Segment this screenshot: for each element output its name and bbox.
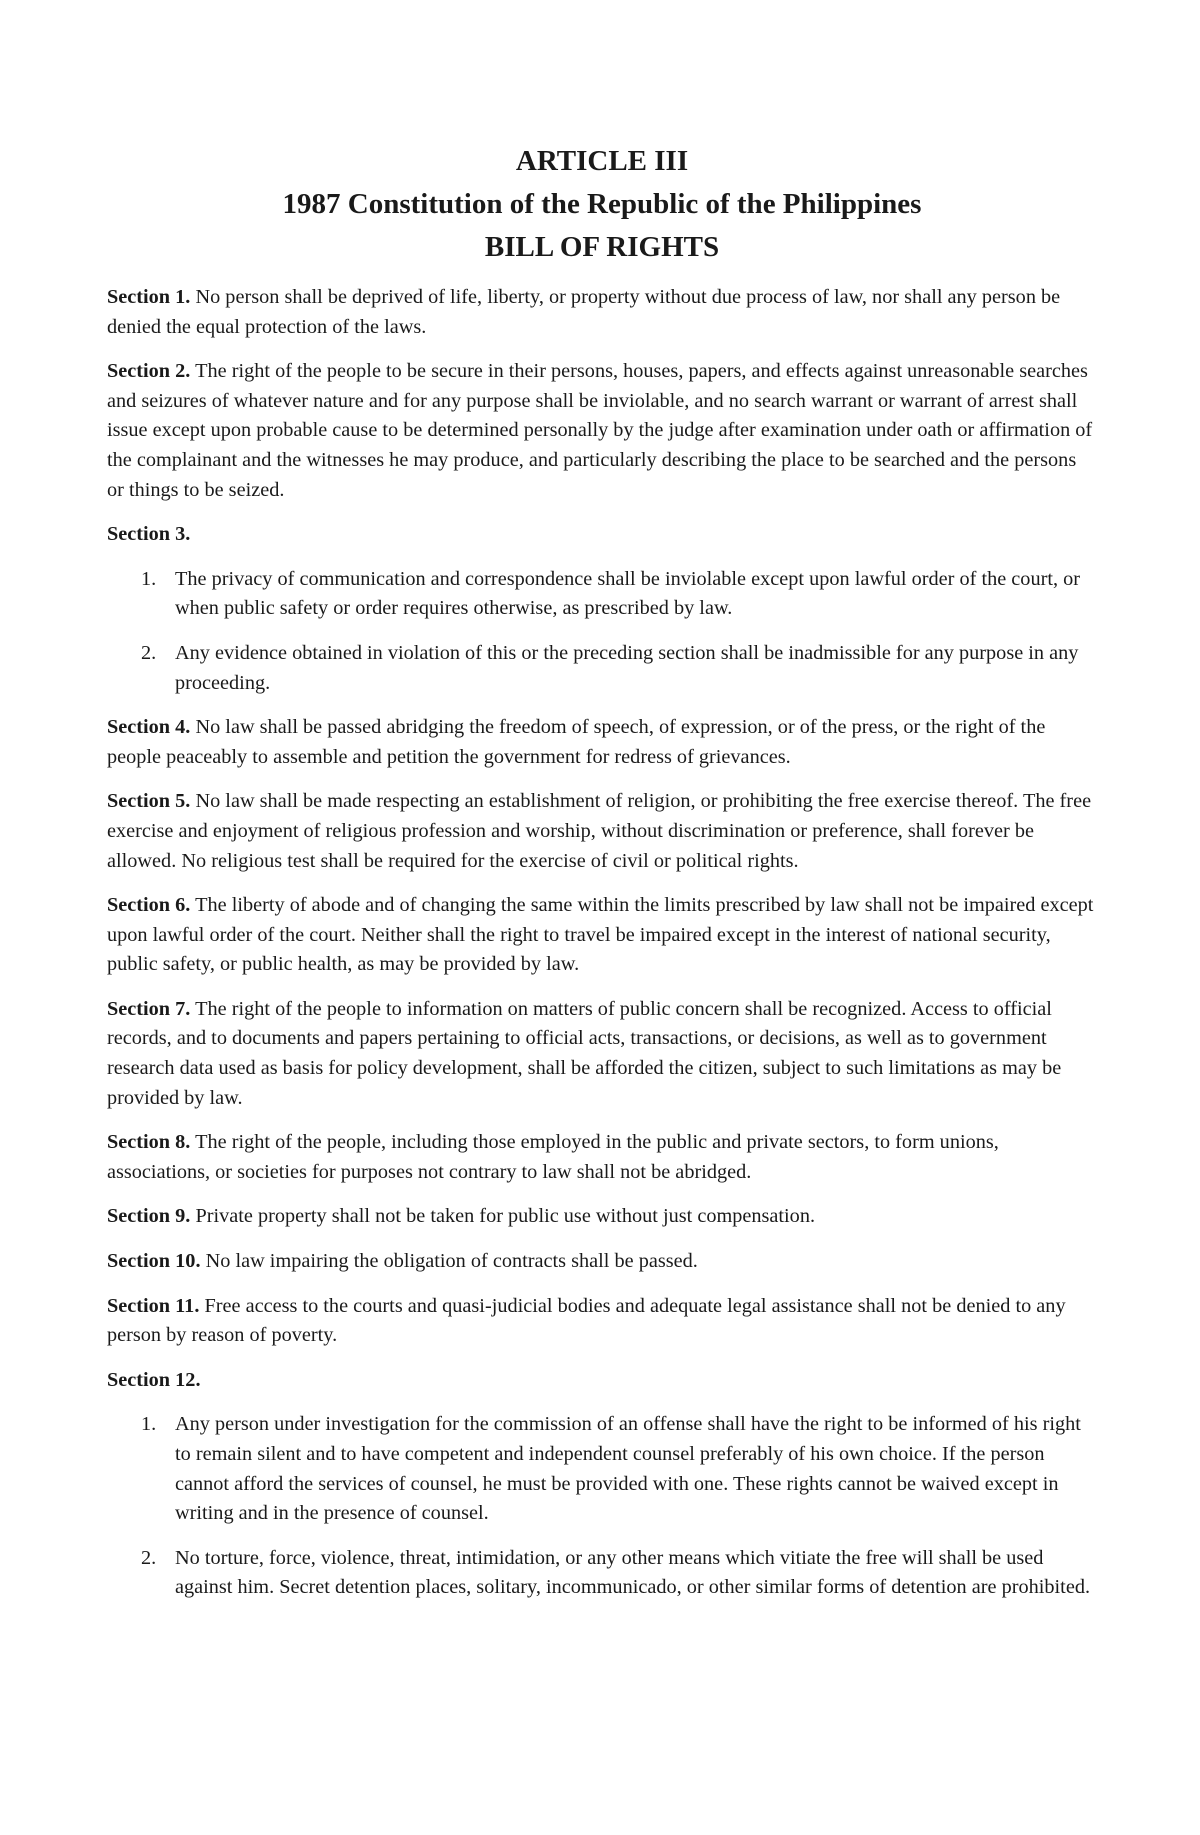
document-page	[107, 140, 1097, 1618]
section-text: Free access to the courts and quasi-judicial bodies and adequate legal assistance shall not be denied to any person by reason of poverty.	[107, 1294, 1066, 1347]
bill-of-rights-title: BILL OF RIGHTS	[484, 231, 720, 263]
section-label: Section 8.	[107, 1131, 191, 1154]
section-label: Section 2.	[107, 360, 191, 383]
section-text: Private property shall not be taken for public use without just compensation.	[195, 1205, 816, 1228]
section-12-heading: Section 12.	[107, 1368, 201, 1391]
list-item-number: 2.	[141, 641, 157, 664]
section-label: Section 7.	[107, 997, 191, 1020]
list-item	[107, 1544, 1097, 1603]
list-item-number: 1.	[141, 1413, 157, 1436]
section-text: The right of the people, including those employed in the public and private sectors, to form unions, associations, or societies for purposes not contrary to law shall not be abridged.	[107, 1131, 999, 1183]
constitution-title: 1987 Constitution of the Republic of the Philippines	[282, 188, 922, 220]
section-10	[107, 1247, 1097, 1277]
section-6	[107, 891, 1097, 980]
section-3-heading: Section 3.	[107, 523, 191, 546]
section-11	[107, 1292, 1097, 1351]
list-item-text: No torture, force, violence, threat, intimidation, or any other means which vitiate the free will shall be used against him. Secret detention places, solitary, incommunicado, or other similar forms of detention are prohibited.	[175, 1546, 1091, 1599]
article-title: ARTICLE III	[515, 145, 689, 177]
section-text: The right of the people to information on matters of public concern shall be recognized. Access to official records, and to documents and papers pertaining to official acts, transactions, or decisions, as well as to government research data used as basis for policy development, shall be afforded the citizen, subject to such limitations as may be provided by law.	[107, 997, 1062, 1109]
document-header	[107, 140, 1097, 269]
section-4	[107, 713, 1097, 772]
section-7	[107, 995, 1097, 1113]
section-text: No person shall be deprived of life, liberty, or property without due process of law, nor shall any person be denied the equal protection of the laws.	[107, 286, 1061, 338]
list-item-number: 2.	[141, 1546, 157, 1569]
section-label: Section 11.	[107, 1294, 200, 1317]
section-1	[107, 283, 1097, 342]
list-item-text: The privacy of communication and correspondence shall be inviolable except upon lawful order of the court, or when public safety or order requires otherwise, as prescribed by law.	[175, 567, 1081, 620]
section-label: Section 5.	[107, 790, 191, 813]
section-text: No law shall be passed abridging the freedom of speech, of expression, or of the press, or the right of the people peaceably to assemble and petition the government for redress of grievances.	[107, 716, 1046, 768]
section-label: Section 1.	[107, 286, 191, 308]
list-item	[107, 565, 1097, 624]
section-2	[107, 357, 1097, 505]
list-item-number: 1.	[141, 567, 157, 590]
section-9	[107, 1202, 1097, 1232]
section-8	[107, 1128, 1097, 1187]
list-item-text: Any evidence obtained in violation of this or the preceding section shall be inadmissible for any purpose in any proceeding.	[175, 641, 1079, 694]
list-item-text: Any person under investigation for the commission of an offense shall have the right to be informed of his right to remain silent and to have competent and independent counsel preferably of his own choice. If the person cannot afford the services of counsel, he must be provided with one. These rights cannot be waived except in writing and in the presence of counsel.	[175, 1413, 1081, 1525]
section-label: Section 6.	[107, 894, 191, 917]
section-label: Section 4.	[107, 716, 191, 739]
section-3-list	[107, 565, 1097, 698]
section-text: The right of the people to be secure in their persons, houses, papers, and effects against unreasonable searches and seizures of whatever nature and for any purpose shall be inviolable, and no search warrant or warrant of arrest shall issue except upon probable cause to be determined personally by the judge after examination under oath or affirmation of the complainant and the witnesses he may produce, and particularly describing the place to be searched and the persons or things to be seized.	[107, 360, 1093, 501]
section-label: Section 9.	[107, 1205, 191, 1228]
section-12-list	[107, 1410, 1097, 1603]
list-item	[107, 1410, 1097, 1528]
list-item	[107, 639, 1097, 698]
section-5	[107, 787, 1097, 876]
section-text: No law shall be made respecting an establishment of religion, or prohibiting the free exercise thereof. The free exercise and enjoyment of religious profession and worship, without discrimination or preference, shall forever be allowed. No religious test shall be required for the exercise of civil or political rights.	[107, 790, 1092, 872]
section-text: No law impairing the obligation of contracts shall be passed.	[205, 1250, 698, 1273]
section-label: Section 10.	[107, 1250, 201, 1273]
section-text: The liberty of abode and of changing the same within the limits prescribed by law shall not be impaired except upon lawful order of the court. Neither shall the right to travel be impaired except in the interest of national security, public safety, or public health, as may be provided by law.	[107, 894, 1094, 976]
